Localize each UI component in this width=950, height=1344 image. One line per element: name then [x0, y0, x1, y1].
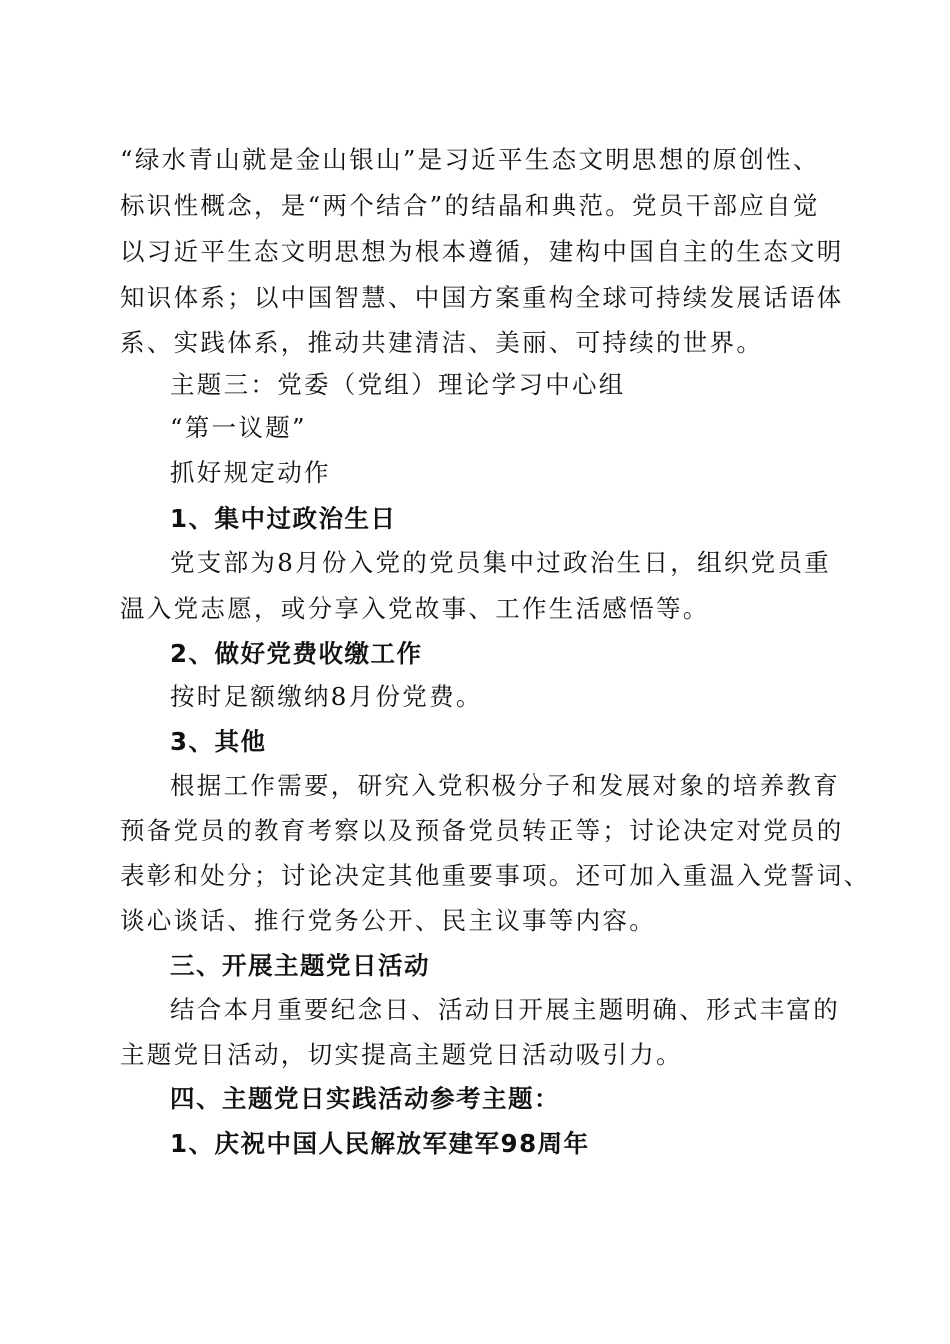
topic-heading: 主题三：党委（党组）理论学习中心组 — [170, 370, 626, 399]
item-heading: 1、庆祝中国人民解放军建军98周年 — [170, 1129, 590, 1158]
paragraph-line: 结合本月重要纪念日、活动日开展主题明确、形式丰富的 — [170, 995, 840, 1024]
paragraph-line: “绿水青山就是金山银山”是习近平生态文明思想的原创性、 — [120, 145, 820, 174]
topic-subheading: “第一议题” — [170, 413, 307, 442]
section-heading: 四、主题党日实践活动参考主题： — [170, 1084, 560, 1113]
paragraph-line: 表彰和处分；讨论决定其他重要事项。还可加入重温入党誓词、 — [120, 861, 871, 890]
paragraph-line: 知识体系；以中国智慧、中国方案重构全球可持续发展话语体 — [120, 283, 844, 312]
paragraph-line: 主题党日活动，切实提高主题党日活动吸引力。 — [120, 1040, 683, 1069]
section-heading: 三、开展主题党日活动 — [170, 951, 430, 980]
paragraph-line: 温入党志愿，或分享入党故事、工作生活感悟等。 — [120, 594, 710, 623]
paragraph-line: 党支部为8月份入党的党员集中过政治生日，组织党员重 — [170, 548, 832, 577]
item-heading: 3、其他 — [170, 727, 267, 756]
paragraph-line: 谈心谈话、推行党务公开、民主议事等内容。 — [120, 906, 656, 935]
item-heading: 1、集中过政治生日 — [170, 504, 397, 533]
paragraph-line: 以习近平生态文明思想为根本遵循，建构中国自主的生态文明 — [120, 237, 844, 266]
paragraph-line: 按时足额缴纳8月份党费。 — [170, 682, 483, 711]
item-heading: 2、做好党费收缴工作 — [170, 639, 423, 668]
section-label: 抓好规定动作 — [170, 458, 331, 487]
paragraph-line: 预备党员的教育考察以及预备党员转正等；讨论决定对党员的 — [120, 816, 844, 845]
paragraph-line: 系、实践体系，推动共建清洁、美丽、可持续的世界。 — [120, 328, 764, 357]
paragraph-line: 标识性概念，是“两个结合”的结晶和典范。党员干部应自觉 — [120, 191, 820, 220]
paragraph-line: 根据工作需要，研究入党积极分子和发展对象的培养教育 — [170, 771, 840, 800]
